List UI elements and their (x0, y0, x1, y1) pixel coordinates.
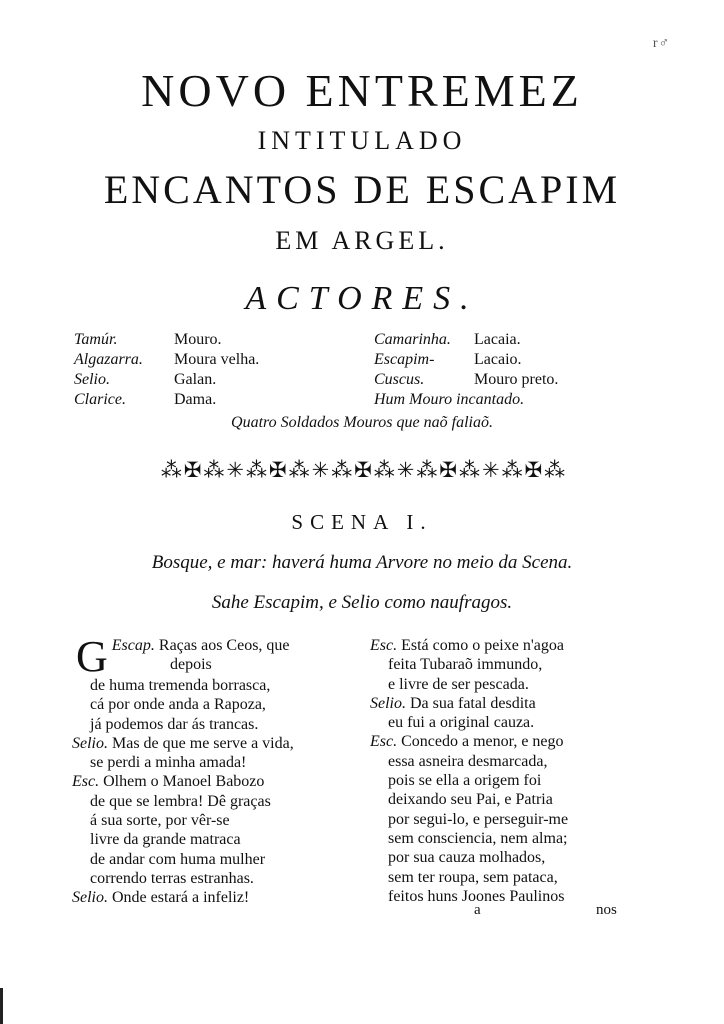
speaker: Esc. (370, 637, 398, 654)
cast-row (74, 330, 259, 350)
verse-text: de andar com huma mulher (90, 850, 266, 868)
verse-line (72, 676, 368, 695)
verse-line (72, 695, 368, 714)
verse-text: feitos huns Joones Paulinos (388, 887, 565, 905)
speaker: Selio. (370, 694, 406, 712)
cast-role: Dama. (174, 391, 217, 408)
verse-text: Mas de que me serve a vida, (112, 734, 294, 752)
verse-line (370, 694, 640, 713)
verse-line (370, 829, 640, 848)
cast-name: Cuscus. (374, 371, 425, 388)
verse-line (72, 753, 368, 772)
verse-text: feita Tubaraõ immundo, (388, 656, 543, 674)
verse-line (72, 734, 368, 753)
cast-row (374, 390, 558, 410)
verse-line (72, 850, 368, 869)
speaker: Escap. (111, 637, 155, 654)
verse-line (72, 811, 368, 830)
verse-line (370, 810, 640, 829)
verse-line (370, 848, 640, 867)
cast-name: Clarice. (74, 391, 126, 408)
scene-heading: SCENA I. (291, 510, 433, 534)
verse-text: de que se lembra! Dê graças (90, 792, 271, 810)
cast-row (74, 370, 259, 390)
cast-role: Mouro. (174, 331, 222, 348)
cast-name: Algazarra. (74, 351, 143, 368)
cast-role: Moura velha. (174, 351, 260, 368)
verse-line (370, 790, 640, 809)
verse-text: pois se ella a origem foi (388, 772, 542, 790)
cast-row (374, 330, 558, 350)
title-line-2: INTITULADO (257, 126, 467, 155)
cast-name: Tamúr. (74, 331, 118, 348)
signature-mark: a (474, 902, 481, 918)
verse-text: sem consciencia, nem alma; (388, 829, 568, 847)
ornament-divider: ⁂✠⁂✳⁂✠⁂✳⁂✠⁂✳⁂✠⁂✳⁂✠⁂ (160, 458, 568, 482)
verse-text: Concedo a menor, e nego (401, 733, 564, 751)
verse-line (72, 869, 368, 888)
cast-name: Selio. (74, 371, 110, 388)
cast-list-right (374, 330, 558, 410)
cast-row (374, 370, 558, 390)
text-column-right (370, 636, 640, 906)
verse-text: e livre de ser pescada. (388, 675, 529, 693)
corner-mark: r♂ (652, 36, 670, 51)
cast-role: Galan. (174, 371, 217, 388)
verse-text: Raças aos Ceos, que (158, 637, 290, 654)
verse-line (72, 792, 368, 811)
cast-name: Escapim- (374, 351, 435, 368)
cast-list-left (74, 330, 259, 410)
verse-line (72, 715, 368, 734)
title-line-1: NOVO ENTREMEZ (141, 65, 583, 116)
entrance-direction: Sahe Escapim, e Selio como naufragos. (211, 592, 513, 613)
verse-text: sem ter roupa, sem pataca, (388, 868, 558, 886)
actors-heading: ACTORES. (245, 280, 479, 317)
verse-text: depois (170, 656, 212, 674)
title-line-4: EM ARGEL. (275, 226, 449, 255)
verse-text: Onde estará a infeliz! (112, 889, 250, 907)
page-edge-mark (0, 988, 15, 1024)
verse-text: por sua cauza molhados, (388, 849, 546, 867)
drop-cap: G (76, 632, 108, 681)
verse-line (370, 732, 640, 751)
verse-text: cá por onde anda a Rapoza, (90, 696, 266, 714)
speaker: Selio. (72, 734, 108, 752)
verse-text: eu fui a original cauza. (388, 714, 535, 732)
verse-line (370, 655, 640, 674)
verse-line (370, 752, 640, 771)
verse-line (370, 771, 640, 790)
verse-text: Está como o peixe n'agoa (401, 637, 564, 654)
verse-text: Olhem o Manoel Babozo (103, 773, 265, 791)
speaker: Selio. (72, 889, 108, 907)
cast-extra-note: Quatro Soldados Mouros que naõ faliaõ. (231, 414, 493, 431)
verse-line (72, 655, 368, 674)
stage-direction: Bosque, e mar: haverá huma Arvore no meio da Scena. (151, 552, 573, 573)
cast-row (374, 350, 558, 370)
speaker: Esc. (370, 733, 398, 751)
verse-text: livre da grande matraca (90, 831, 241, 849)
verse-line (370, 675, 640, 694)
verse-text: por segui-lo, e perseguir-me (388, 810, 569, 828)
verse-text: correndo terras estranhas. (90, 869, 254, 887)
verse-text: á sua sorte, por vêr-se (90, 812, 230, 830)
verse-line (370, 636, 640, 655)
verse-line (370, 713, 640, 732)
verse-line (72, 830, 368, 849)
verse-line (72, 772, 368, 791)
verse-text: deixando seu Pai, e Patria (388, 791, 553, 809)
verse-line (72, 888, 368, 907)
verse-text: de huma tremenda borrasca, (90, 677, 271, 694)
cast-name: Camarinha. (374, 331, 451, 348)
verse-line (370, 868, 640, 887)
verse-text: essa asneira desmarcada, (388, 752, 548, 770)
cast-row (74, 350, 259, 370)
speaker: Esc. (72, 773, 100, 791)
cast-row (74, 390, 259, 410)
verse-text: se perdi a minha amada! (90, 754, 247, 772)
verse-text: já podemos dar ás trancas. (90, 715, 259, 733)
cast-name: Hum Mouro incantado. (374, 391, 525, 408)
text-column-left (72, 632, 368, 908)
cast-role: Lacaia. (474, 331, 521, 348)
cast-role: Mouro preto. (474, 371, 559, 388)
verse-text: Da sua fatal desdita (410, 694, 536, 712)
title-line-3: ENCANTOS DE ESCAPIM (103, 167, 621, 212)
catchword: nos (596, 902, 617, 918)
cast-role: Lacaio. (474, 351, 522, 368)
